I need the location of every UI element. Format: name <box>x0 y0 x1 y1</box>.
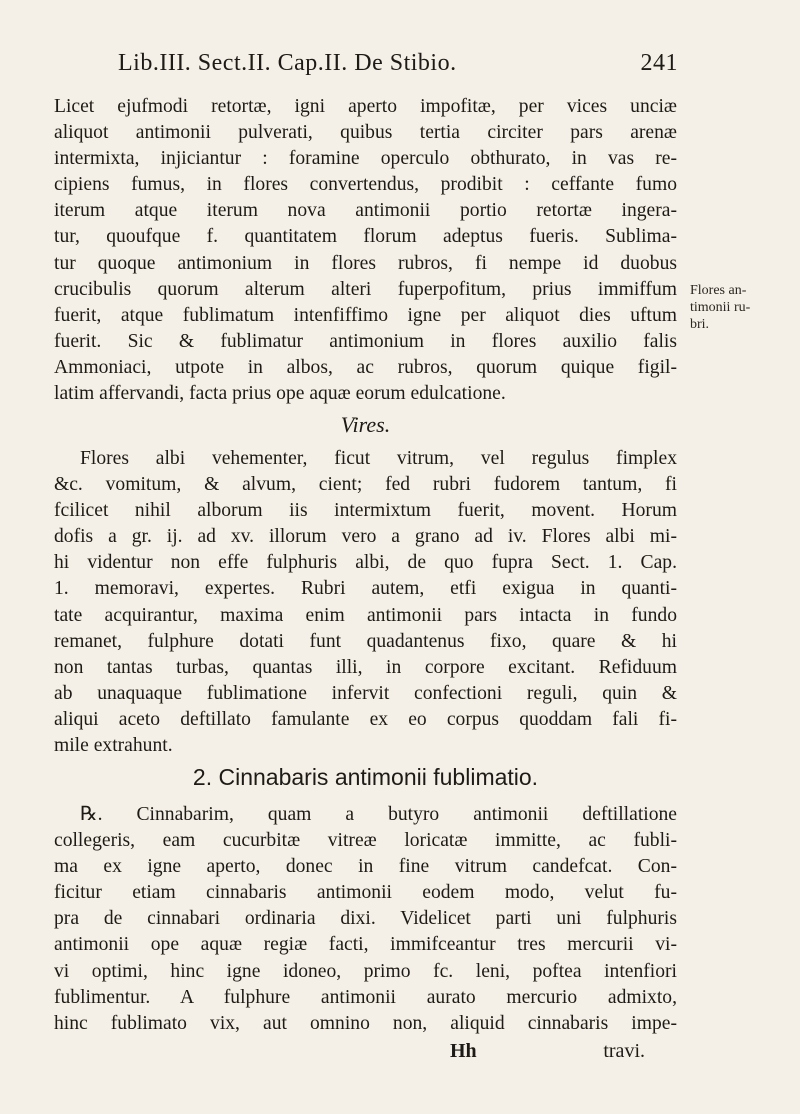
text-line: hi videntur non effe fulphuris albi, de quo fupra Sect. 1. Cap. <box>54 552 677 574</box>
running-head <box>118 50 678 84</box>
text-line: Flores albi vehementer, ficut vitrum, vel regulus fimplex <box>80 448 677 469</box>
text-line: antimonii ope aquæ regiæ facti, immifceantur tres mercurii vi- <box>54 934 677 956</box>
text-line: &c. vomitum, & alvum, cient; fed rubri fudorem tantum, fi <box>54 474 677 496</box>
text-line: iterum atque iterum nova antimonii portio retortæ ingera- <box>54 200 677 222</box>
text-line: fuerit. Sic & fublimatur antimonium in flores auxilio falis <box>54 330 677 352</box>
running-head-title: Lib.III. Sect.II. Cap.II. De Stibio. <box>118 50 457 76</box>
paragraph-vires <box>54 446 677 759</box>
page-number: 241 <box>640 50 678 76</box>
text-line: mile extrahunt. <box>54 735 173 757</box>
section-heading-cinnabaris: 2. Cinnabaris antimonii fublimatio. <box>192 764 539 790</box>
marginal-note-line: timonii ru- <box>690 300 751 315</box>
text-line: fcilicet nihil alborum iis intermixtum fuerit, movent. Horum <box>54 500 677 522</box>
catchword: travi. <box>603 1040 645 1062</box>
text-line: ℞. Cinnabarim, quam a butyro antimonii deftillatione <box>80 804 677 825</box>
text-line: tur quoque antimonium in flores rubros, fi nempe id duobus <box>54 252 677 274</box>
text-line: hinc fublimato vix, aut omnino non, aliquid cinnabaris impe- <box>54 1012 677 1034</box>
text-line: collegeris, eam cucurbitæ vitreæ loricatæ immitte, ac fubli- <box>54 830 677 852</box>
text-line: ficitur etiam cinnabaris antimonii eodem modo, velut fu- <box>54 882 677 904</box>
text-line: tur, quoufque f. quantitatem florum adeptus fueris. Sublima- <box>54 226 677 248</box>
catch-line <box>54 1038 677 1064</box>
text-line: Licet ejufmodi retortæ, igni aperto impofitæ, per vices unciæ <box>54 96 677 117</box>
text-line: cipiens fumus, in flores convertendus, prodibit : ceffante fumo <box>54 174 677 196</box>
text-line: aliqui aceto deftillato famulante ex eo corpus quoddam fali fi- <box>54 708 677 730</box>
signature-mark: Hh <box>450 1040 477 1062</box>
text-line: fuerit, atque fublimatum intenfiffimo igne per aliquot dies uftum <box>54 304 677 326</box>
section-heading-vires: Vires. <box>340 412 391 437</box>
text-line: ab unaquaque fublimatione infervit confectioni reguli, quin & <box>54 682 677 704</box>
text-line: ma ex igne aperto, donec in fine vitrum candefcat. Con- <box>54 856 677 878</box>
paragraph-cinnabaris <box>54 802 677 1037</box>
marginal-note-line: Flores an- <box>690 283 747 298</box>
text-line: fublimentur. A fulphure antimonii aurato mercurio admixto, <box>54 986 677 1008</box>
text-line: pra de cinnabari ordinaria dixi. Videlicet parti uni fulphuris <box>54 908 677 930</box>
text-line: aliquot antimonii pulverati, quibus tertia circiter pars arenæ <box>54 122 677 144</box>
text-line: latim affervandi, facta prius ope aquæ eorum edulcatione. <box>54 383 506 405</box>
text-line: intermixta, injiciantur : foramine operculo obthurato, in vas re- <box>54 148 677 170</box>
text-line: crucibulis quorum alterum alteri fuperpofitum, prius immiffum <box>54 278 677 300</box>
text-line: dofis a gr. ij. ad xv. illorum vero a grano ad iv. Flores albi mi- <box>54 526 677 548</box>
paragraph-flores-preparation <box>54 94 677 407</box>
text-line: Ammoniaci, utpote in albos, ac rubros, quorum quique figil- <box>54 356 677 378</box>
marginal-note <box>690 282 790 333</box>
marginal-note-line: bri. <box>690 317 710 332</box>
text-line: 1. memoravi, expertes. Rubri autem, etfi exigua in quanti- <box>54 578 677 600</box>
text-line: non tantas turbas, quantas illi, in corpore excitant. Refiduum <box>54 656 677 678</box>
text-line: vi optimi, hinc igne idoneo, primo fc. leni, poftea intenfiori <box>54 960 677 982</box>
text-line: tate acquirantur, maxima enim antimonii pars intacta in fundo <box>54 604 677 626</box>
text-line: remanet, fulphure dotati funt quadantenus fixo, quare & hi <box>54 630 677 652</box>
